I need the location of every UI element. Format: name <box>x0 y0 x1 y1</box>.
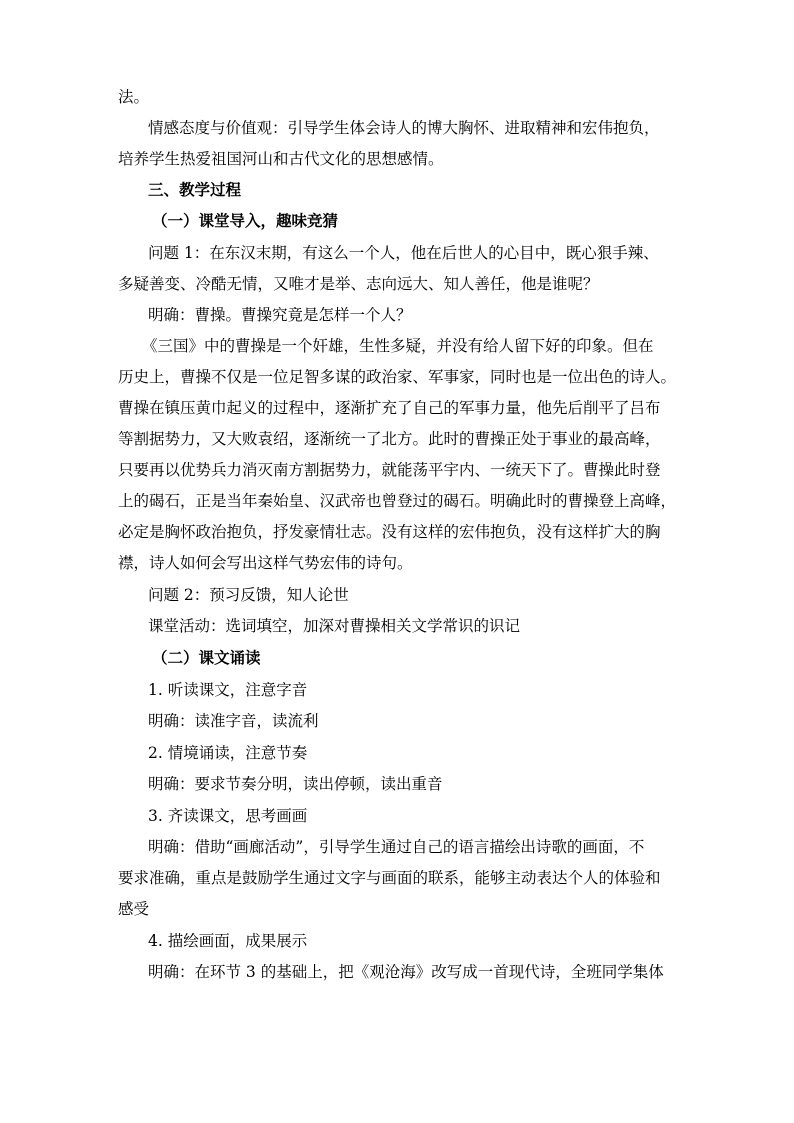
text-line: 明确：要求节奏分明，读出停顿，读出重音 <box>148 775 443 793</box>
subsection-heading: （一）课堂导入，趣味竞猜 <box>152 211 339 230</box>
text-line: 多疑善变、冷酷无情，又唯才是举、志向远大、知人善任，他是谁呢？ <box>118 275 599 293</box>
text-line: 上的碣石，正是当年秦始皇、汉武帝也曾登过的碣石。明确此时的曹操登上高峰， <box>118 492 677 510</box>
text-line: 只要再以优势兵力消灭南方割据势力，就能荡平宇内、一统天下了。曹操此时登 <box>118 461 661 479</box>
text-line: 感受 <box>118 900 150 918</box>
text-line: 4. 描绘画面，成果展示 <box>148 932 308 950</box>
text-line: 明确：在环节 3 的基础上，把《观沧海》改写成一首现代诗，全班同学集体 <box>148 963 664 981</box>
text-line: 明确：曹操。曹操究竟是怎样一个人？ <box>148 306 412 324</box>
text-line: 要求准确，重点是鼓励学生通过文字与画面的联系，能够主动表达个人的体验和 <box>118 869 661 887</box>
text-line: 课堂活动：选词填空，加深对曹操相关文学常识的识记 <box>148 617 521 635</box>
text-line: 等割据势力，又大败袁绍，逐渐统一了北方。此时的曹操正处于事业的最高峰， <box>118 430 661 448</box>
text-line: 法。 <box>118 88 150 106</box>
text-line: 3. 齐读课文，思考画画 <box>148 807 308 825</box>
text-line: 问题 1：在东汉末期，有这么一个人，他在后世人的心目中，既心狠手辣、 <box>148 244 659 262</box>
text-line: 襟，诗人如何会写出这样气势宏伟的诗句。 <box>118 554 413 572</box>
text-line: 必定是胸怀政治抱负，抒发豪情壮志。没有这样的宏伟抱负，没有这样扩大的胸 <box>118 523 661 541</box>
text-line: 情感态度与价值观：引导学生体会诗人的博大胸怀、进取精神和宏伟抱负， <box>148 119 660 137</box>
text-line: 《三国》中的曹操是一个奸雄，生性多疑，并没有给人留下好的印象。但在 <box>142 337 654 355</box>
text-line: 明确：借助“画廊活动”，引导学生通过自己的语言描绘出诗歌的画面，不 <box>148 838 645 856</box>
text-line: 曹操在镇压黄巾起义的过程中，逐渐扩充了自己的军事力量，他先后削平了吕布 <box>118 399 661 417</box>
section-heading: 三、教学过程 <box>148 180 242 199</box>
subsection-heading: （二）课文诵读 <box>152 648 261 667</box>
text-line: 1. 听读课文，注意字音 <box>148 681 308 699</box>
text-line: 培养学生热爱祖国河山和古代文化的思想感情。 <box>118 150 444 168</box>
text-line: 问题 2：预习反馈，知人论世 <box>148 586 349 604</box>
text-line: 历史上，曹操不仅是一位足智多谋的政治家、军事家，同时也是一位出色的诗人。 <box>118 368 677 386</box>
text-line: 2. 情境诵读，注意节奏 <box>148 744 308 762</box>
text-line: 明确：读准字音，读流利 <box>148 712 319 730</box>
